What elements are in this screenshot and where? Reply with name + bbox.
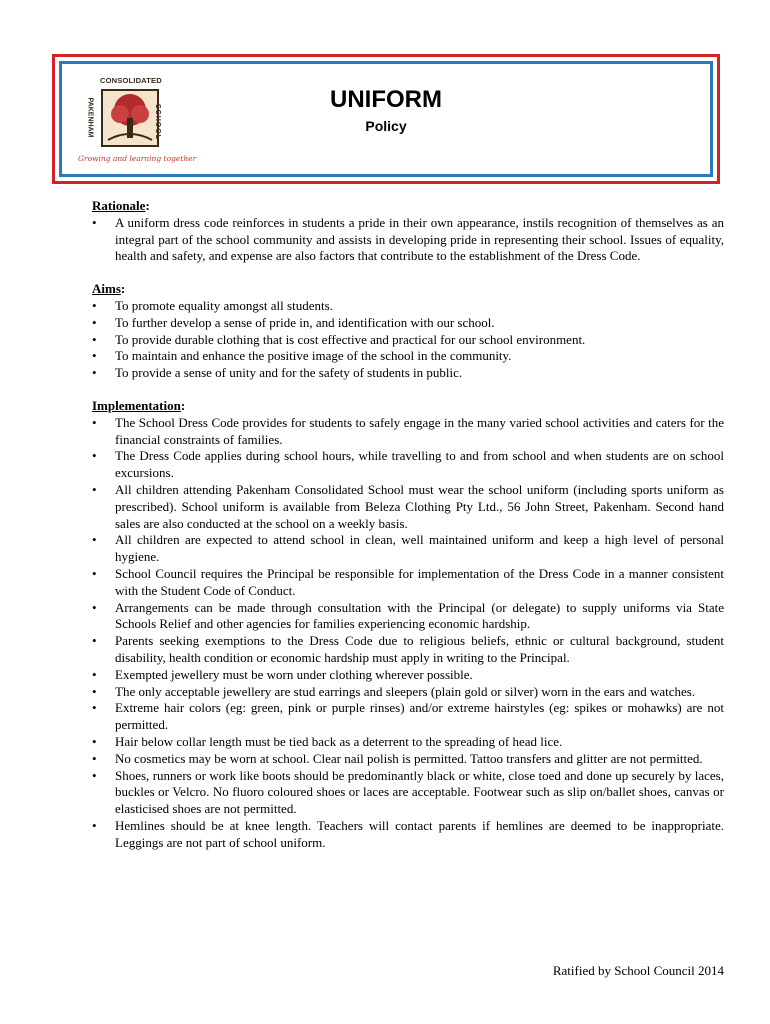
list-item	[92, 633, 724, 667]
list-item-text: Hemlines should be at knee length. Teachers will contact parents if hemlines are deemed to be inappropriate. Leggings are not part of school uniform.	[115, 817, 724, 850]
bullet-icon: •	[92, 481, 97, 497]
list-item-text: Parents seeking exemptions to the Dress Code due to religious beliefs, ethnic or cultural background, student disability, health condition or economic hardship must apply in writing to the Principal.	[115, 633, 724, 665]
list-item-text: Exempted jewellery must be worn under clothing wherever possible.	[115, 666, 473, 682]
rationale-list	[92, 215, 724, 265]
header-inner-border	[59, 61, 713, 177]
list-item-text: Hair below collar length must be tied back as a deterrent to the spreading of head lice.	[115, 733, 563, 749]
logo-side-left-text: PAKENHAM	[86, 97, 94, 138]
list-item	[92, 700, 724, 734]
implementation-list	[92, 415, 724, 852]
bullet-icon: •	[92, 348, 97, 364]
bullet-icon: •	[92, 767, 97, 783]
list-item	[92, 734, 724, 751]
bullet-icon: •	[92, 565, 97, 581]
list-item-text: Extreme hair colors (eg: green, pink or purple rinses) and/or extreme hairstyles (eg: spikes or mohawks) are not permitted.	[115, 700, 724, 733]
logo-motto: Growing and learning together	[78, 154, 197, 163]
aims-heading: Aims	[92, 281, 121, 297]
rationale-section: Rationale: • A uniform dress code reinforces in students a pride in their own appearance, instils recognition of themselves as an integral part of the school community and assists in developing pride in representing their school. Issues of equality, health and safety, and expense are also factors that contribute to the establishment of the Dress Code.	[92, 198, 724, 264]
list-item	[92, 751, 724, 768]
implementation-section: Implementation: • The School Dress Code provides for students to safely engage in the many varied school activities and caters for the financial constraints of families. • The Dress Code applies during school hours, while travelling to and from school and when students are on school excursions. • All children attending Pakenham Consolidated School must wear the school uniform (including sports uniform as prescribed). School uniform is available from Beleza Clothing Pty Ltd., 56 John Street, Pakenham. Second hand sales are also conducted at the school on a weekly basis. • All children are expected to attend school in clean, well maintained uniform and keep a high level of personal hygiene. • School Council requires the Principal be responsible for implementation of the Dress Code in a manner consistent with the Student Code of Conduct. • Arrangements can be made through consultation with the Principal (or delegate) to supply uniforms via State Schools Relief and other agencies for families experiencing economic hardship. • Parents seeking exemptions to the Dress Code due to religious beliefs, ethnic or cultural background, student disability, health condition or economic hardship must apply in writing to the Principal. • Exempted jewellery must be worn under clothing wherever possible. • The only acceptable jewellery are stud earrings and sleepers (plain gold or silver) worn in the ears and watches. • Extreme hair colors (eg: green, pink or purple rinses) and/or extreme hairstyles (eg: spikes or mohawks) are not permitted. • Hair below collar length must be tied back as a deterrent to the spreading of head lice. • No cosmetics may be worn at school. Clear nail polish is permitted. Tattoo transfers and glitter are not permitted. • Shoes, runners or work like boots should be predominantly black or white, close toed and done up securely by laces, buckles or Velcro. No fluoro coloured shoes or laces are acceptable. Footwear such as slip on/ballet shoes, canvas or elasticised shoes are not permitted. • Hemlines should be at knee length. Teachers will contact parents if hemlines are deemed to be inappropriate. Leggings are not part of school uniform.	[92, 397, 724, 850]
list-item-text: To promote equality amongst all students.	[115, 297, 333, 313]
page-subtitle: Policy	[365, 118, 407, 134]
ratified-footer: Ratified by School Council 2014	[552, 963, 724, 978]
list-item-text: The Dress Code applies during school hours, while travelling to and from school and when students are on school excursions.	[115, 448, 724, 481]
list-item-text: To further develop a sense of pride in, and identification with our school.	[115, 314, 495, 330]
bullet-icon: •	[92, 414, 97, 430]
list-item	[92, 532, 724, 566]
list-item-text: School Council requires the Principal be responsible for implementation of the Dress Code in a manner consistent with the Student Code of Conduct.	[115, 565, 724, 598]
list-item-text: The only acceptable jewellery are stud earrings and sleepers (plain gold or silver) worn in the ears and watches.	[115, 683, 696, 699]
list-item	[92, 600, 724, 634]
list-item	[92, 566, 724, 600]
bullet-icon: •	[92, 633, 97, 649]
bullet-icon: •	[92, 700, 97, 716]
bullet-icon: •	[92, 599, 97, 615]
bullet-icon: •	[92, 532, 97, 548]
list-item	[92, 298, 724, 315]
list-item	[92, 448, 724, 482]
list-item	[92, 482, 724, 532]
list-item	[92, 315, 724, 332]
list-item	[92, 332, 724, 349]
list-item-text: No cosmetics may be worn at school. Clear nail polish is permitted. Tattoo transfers and glitter are not permitted.	[115, 750, 703, 766]
list-item-text: Shoes, runners or work like boots should be predominantly black or white, close toed and done up securely by laces, buckles or Velcro. No fluoro coloured shoes or laces are acceptable. Footwear such as slip on/ballet shoes, canvas or elasticised shoes are not permitted.	[115, 767, 724, 817]
list-item	[92, 365, 724, 382]
aims-list	[92, 298, 724, 382]
list-item-text: All children are expected to attend school in clean, well maintained uniform and keep a high level of personal hygiene.	[115, 532, 724, 565]
list-item-text: To provide durable clothing that is cost effective and practical for our school environment.	[115, 331, 586, 347]
rationale-heading: Rationale	[92, 198, 146, 213]
page-title: UNIFORM	[330, 86, 442, 113]
bullet-icon: •	[92, 666, 97, 682]
list-item-text: All children attending Pakenham Consolidated School must wear the school uniform (including sports uniform as prescribed). School uniform is available from Beleza Clothing Pty Ltd., 56 John Street, Pakenham. Second hand sales are also conducted at the school on a weekly basis.	[115, 481, 724, 531]
list-item	[92, 818, 724, 852]
list-item-text: The School Dress Code provides for students to safely engage in the many varied school activities and caters for the financial constraints of families.	[115, 414, 724, 447]
list-item	[92, 768, 724, 818]
list-item-text: Arrangements can be made through consultation with the Principal (or delegate) to supply uniforms via State Schools Relief and other agencies for families experiencing economic hardship.	[115, 599, 724, 632]
bullet-icon: •	[92, 733, 97, 749]
bullet-icon: •	[92, 750, 97, 766]
list-item-text: To provide a sense of unity and for the safety of students in public.	[115, 365, 463, 381]
header-frame	[52, 54, 720, 184]
aims-section: Aims: • To promote equality amongst all students. • To further develop a sense of pride in, and identification with our school. • To provide durable clothing that is cost effective and practical for our school environment. • To maintain and enhance the positive image of the school in the community. • To provide a sense of unity and for the safety of students in public.	[92, 281, 724, 382]
list-item	[92, 415, 724, 449]
list-item-text: A uniform dress code reinforces in students a pride in their own appearance, instils recognition of themselves as an integral part of the school community and assists in developing pride in representing their school. Issues of equality, health and safety, and expense are also factors that contribute to the establishment of the Dress Code.	[115, 214, 724, 264]
implementation-heading: Implementation	[92, 397, 181, 413]
policy-body	[92, 198, 724, 867]
bullet-icon: •	[92, 314, 97, 330]
bullet-icon: •	[92, 448, 97, 464]
bullet-icon: •	[92, 331, 97, 347]
bullet-icon: •	[92, 817, 97, 833]
bullet-icon: •	[92, 365, 97, 381]
list-item	[92, 348, 724, 365]
list-item	[92, 684, 724, 701]
bullet-icon: •	[92, 683, 97, 699]
logo-top-text: CONSOLIDATED	[100, 76, 162, 85]
bullet-icon: •	[92, 297, 97, 313]
logo-side-right-text: SCHOOL	[154, 104, 161, 140]
bullet-icon: •	[92, 214, 97, 230]
list-item-text: To maintain and enhance the positive image of the school in the community.	[115, 348, 512, 364]
list-item	[92, 667, 724, 684]
list-item	[92, 215, 724, 265]
